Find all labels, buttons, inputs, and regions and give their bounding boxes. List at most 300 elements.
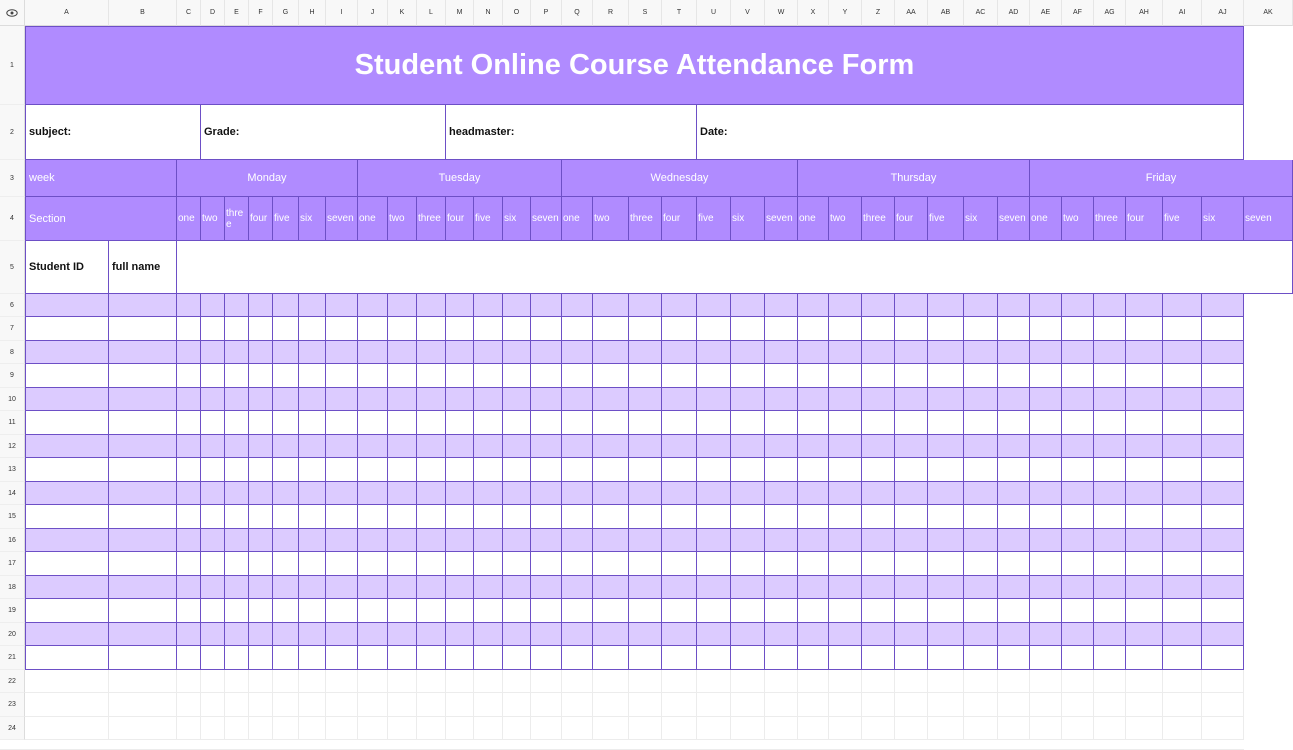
attendance-cell[interactable] [731,317,765,341]
attendance-cell[interactable] [895,341,928,364]
section-header[interactable]: six [964,197,998,241]
attendance-cell[interactable] [388,411,417,435]
attendance-cell[interactable] [1062,435,1094,458]
attendance-cell[interactable] [326,458,358,482]
attendance-cell[interactable] [895,388,928,411]
column-header[interactable]: L [417,0,446,26]
attendance-cell[interactable] [1163,458,1202,482]
attendance-cell[interactable] [731,435,765,458]
attendance-cell[interactable] [249,317,273,341]
empty-cell[interactable] [697,717,731,740]
attendance-cell[interactable] [1094,576,1126,599]
attendance-cell[interactable] [731,341,765,364]
section-header[interactable]: seven [326,197,358,241]
attendance-cell[interactable] [928,623,964,646]
student-id-cell[interactable] [25,341,109,364]
attendance-cell[interactable] [1062,294,1094,317]
column-header[interactable]: AG [1094,0,1126,26]
attendance-cell[interactable] [562,294,593,317]
attendance-cell[interactable] [299,552,326,576]
attendance-cell[interactable] [1163,388,1202,411]
attendance-cell[interactable] [697,599,731,623]
empty-cell[interactable] [299,717,326,740]
attendance-cell[interactable] [358,599,388,623]
attendance-cell[interactable] [629,599,662,623]
empty-cell[interactable] [109,717,177,740]
column-header[interactable]: AI [1163,0,1202,26]
attendance-cell[interactable] [273,646,299,670]
empty-cell[interactable] [225,717,249,740]
attendance-cell[interactable] [1163,529,1202,552]
attendance-cell[interactable] [798,341,829,364]
attendance-cell[interactable] [928,364,964,388]
attendance-cell[interactable] [201,364,225,388]
attendance-cell[interactable] [225,364,249,388]
attendance-cell[interactable] [225,576,249,599]
attendance-cell[interactable] [417,576,446,599]
attendance-cell[interactable] [662,411,697,435]
empty-cell[interactable] [862,717,895,740]
attendance-cell[interactable] [446,482,474,505]
empty-cell[interactable] [417,670,446,693]
section-header[interactable]: two [388,197,417,241]
attendance-cell[interactable] [1163,623,1202,646]
row-header[interactable]: 6 [0,294,25,317]
attendance-cell[interactable] [446,599,474,623]
attendance-cell[interactable] [177,623,201,646]
attendance-cell[interactable] [662,646,697,670]
attendance-cell[interactable] [503,623,531,646]
attendance-cell[interactable] [662,623,697,646]
empty-cell[interactable] [503,693,531,717]
empty-cell[interactable] [201,670,225,693]
attendance-cell[interactable] [474,317,503,341]
attendance-cell[interactable] [798,646,829,670]
attendance-cell[interactable] [862,599,895,623]
attendance-cell[interactable] [474,294,503,317]
attendance-cell[interactable] [829,505,862,529]
attendance-cell[interactable] [697,482,731,505]
attendance-cell[interactable] [662,341,697,364]
row-header[interactable]: 17 [0,552,25,576]
attendance-cell[interactable] [1202,341,1244,364]
attendance-cell[interactable] [629,623,662,646]
row-header[interactable]: 5 [0,241,25,294]
attendance-cell[interactable] [503,411,531,435]
attendance-cell[interactable] [964,552,998,576]
attendance-cell[interactable] [531,364,562,388]
attendance-cell[interactable] [1126,646,1163,670]
empty-cell[interactable] [446,693,474,717]
empty-cell[interactable] [326,717,358,740]
empty-cell[interactable] [273,717,299,740]
empty-cell[interactable] [249,693,273,717]
column-header[interactable]: X [798,0,829,26]
attendance-cell[interactable] [1094,388,1126,411]
attendance-cell[interactable] [964,646,998,670]
student-id-cell[interactable] [25,482,109,505]
section-header[interactable]: five [1163,197,1202,241]
attendance-cell[interactable] [273,388,299,411]
attendance-cell[interactable] [562,341,593,364]
attendance-cell[interactable] [1126,482,1163,505]
attendance-cell[interactable] [273,435,299,458]
empty-cell[interactable] [862,693,895,717]
attendance-cell[interactable] [326,529,358,552]
attendance-cell[interactable] [201,482,225,505]
row-header[interactable]: 15 [0,505,25,529]
attendance-cell[interactable] [798,505,829,529]
attendance-cell[interactable] [249,505,273,529]
attendance-cell[interactable] [662,599,697,623]
subject-field[interactable]: subject: [25,105,201,160]
attendance-cell[interactable] [1163,576,1202,599]
attendance-cell[interactable] [765,341,798,364]
attendance-cell[interactable] [273,599,299,623]
attendance-cell[interactable] [562,482,593,505]
column-header[interactable]: J [358,0,388,26]
attendance-cell[interactable] [1094,646,1126,670]
student-id-cell[interactable] [25,388,109,411]
empty-cell[interactable] [964,670,998,693]
attendance-cell[interactable] [731,505,765,529]
attendance-cell[interactable] [662,529,697,552]
section-header[interactable]: one [1030,197,1062,241]
attendance-cell[interactable] [531,623,562,646]
empty-cell[interactable] [25,693,109,717]
attendance-cell[interactable] [964,364,998,388]
empty-cell[interactable] [998,717,1030,740]
attendance-cell[interactable] [273,458,299,482]
column-header[interactable]: M [446,0,474,26]
attendance-cell[interactable] [177,294,201,317]
attendance-cell[interactable] [201,529,225,552]
empty-cell[interactable] [503,670,531,693]
attendance-cell[interactable] [326,341,358,364]
attendance-cell[interactable] [358,388,388,411]
attendance-cell[interactable] [1126,552,1163,576]
student-id-cell[interactable] [25,505,109,529]
attendance-cell[interactable] [474,529,503,552]
attendance-cell[interactable] [731,294,765,317]
empty-cell[interactable] [697,693,731,717]
empty-cell[interactable] [446,717,474,740]
empty-cell[interactable] [964,693,998,717]
attendance-cell[interactable] [358,576,388,599]
attendance-cell[interactable] [1126,364,1163,388]
attendance-cell[interactable] [798,435,829,458]
attendance-cell[interactable] [474,341,503,364]
attendance-cell[interactable] [531,576,562,599]
attendance-cell[interactable] [1030,388,1062,411]
attendance-cell[interactable] [1126,576,1163,599]
empty-cell[interactable] [388,693,417,717]
empty-cell[interactable] [928,670,964,693]
attendance-cell[interactable] [829,411,862,435]
row-header[interactable]: 2 [0,105,25,160]
full-name-label[interactable]: full name [109,241,177,294]
attendance-cell[interactable] [273,482,299,505]
attendance-cell[interactable] [225,294,249,317]
attendance-cell[interactable] [249,388,273,411]
row-header[interactable]: 12 [0,435,25,458]
column-header[interactable]: W [765,0,798,26]
column-header[interactable]: K [388,0,417,26]
empty-cell[interactable] [765,670,798,693]
attendance-cell[interactable] [299,576,326,599]
attendance-cell[interactable] [503,552,531,576]
attendance-cell[interactable] [1202,599,1244,623]
row-header[interactable]: 10 [0,388,25,411]
attendance-cell[interactable] [662,552,697,576]
column-header[interactable]: R [593,0,629,26]
attendance-cell[interactable] [964,599,998,623]
empty-cell[interactable] [662,670,697,693]
attendance-cell[interactable] [998,294,1030,317]
attendance-cell[interactable] [531,505,562,529]
attendance-cell[interactable] [446,294,474,317]
empty-cell[interactable] [629,717,662,740]
row-header[interactable]: 14 [0,482,25,505]
attendance-cell[interactable] [531,458,562,482]
attendance-cell[interactable] [225,482,249,505]
attendance-cell[interactable] [765,364,798,388]
section-header[interactable]: four [895,197,928,241]
attendance-cell[interactable] [998,411,1030,435]
attendance-cell[interactable] [326,411,358,435]
attendance-cell[interactable] [299,341,326,364]
attendance-cell[interactable] [388,458,417,482]
column-header[interactable]: AJ [1202,0,1244,26]
attendance-cell[interactable] [562,623,593,646]
section-header[interactable]: three [1094,197,1126,241]
attendance-cell[interactable] [1163,364,1202,388]
section-header[interactable]: two [593,197,629,241]
attendance-cell[interactable] [531,435,562,458]
attendance-cell[interactable] [201,599,225,623]
attendance-cell[interactable] [417,317,446,341]
attendance-cell[interactable] [593,646,629,670]
student-id-cell[interactable] [25,435,109,458]
day-header-friday[interactable]: Friday [1030,160,1293,197]
empty-cell[interactable] [562,717,593,740]
attendance-cell[interactable] [731,552,765,576]
attendance-cell[interactable] [862,435,895,458]
attendance-cell[interactable] [998,341,1030,364]
attendance-cell[interactable] [417,435,446,458]
grade-field[interactable]: Grade: [201,105,446,160]
attendance-cell[interactable] [417,458,446,482]
attendance-cell[interactable] [798,388,829,411]
attendance-cell[interactable] [503,599,531,623]
attendance-cell[interactable] [765,317,798,341]
column-header[interactable]: I [326,0,358,26]
attendance-cell[interactable] [388,646,417,670]
attendance-cell[interactable] [829,435,862,458]
attendance-cell[interactable] [1094,505,1126,529]
attendance-cell[interactable] [593,294,629,317]
attendance-cell[interactable] [697,435,731,458]
attendance-cell[interactable] [765,294,798,317]
attendance-cell[interactable] [562,364,593,388]
full-name-cell[interactable] [109,646,177,670]
column-header[interactable]: Q [562,0,593,26]
attendance-cell[interactable] [629,552,662,576]
empty-cell[interactable] [928,717,964,740]
attendance-cell[interactable] [503,364,531,388]
attendance-cell[interactable] [629,482,662,505]
empty-cell[interactable] [326,693,358,717]
attendance-cell[interactable] [798,529,829,552]
section-header[interactable]: four [1126,197,1163,241]
attendance-cell[interactable] [503,482,531,505]
attendance-cell[interactable] [928,317,964,341]
attendance-cell[interactable] [1202,482,1244,505]
empty-cell[interactable] [25,670,109,693]
attendance-cell[interactable] [697,317,731,341]
attendance-cell[interactable] [474,364,503,388]
attendance-cell[interactable] [201,411,225,435]
attendance-cell[interactable] [593,388,629,411]
attendance-cell[interactable] [593,458,629,482]
full-name-cell[interactable] [109,576,177,599]
attendance-cell[interactable] [446,646,474,670]
column-header[interactable]: T [662,0,697,26]
attendance-cell[interactable] [928,341,964,364]
attendance-cell[interactable] [928,599,964,623]
attendance-cell[interactable] [829,623,862,646]
attendance-cell[interactable] [1094,458,1126,482]
empty-cell[interactable] [697,670,731,693]
full-name-cell[interactable] [109,294,177,317]
attendance-cell[interactable] [1030,623,1062,646]
attendance-cell[interactable] [1202,505,1244,529]
attendance-cell[interactable] [895,482,928,505]
empty-cell[interactable] [358,693,388,717]
attendance-cell[interactable] [928,552,964,576]
section-header[interactable]: one [798,197,829,241]
attendance-cell[interactable] [765,388,798,411]
attendance-cell[interactable] [503,458,531,482]
empty-cell[interactable] [731,717,765,740]
attendance-cell[interactable] [998,482,1030,505]
attendance-cell[interactable] [829,576,862,599]
attendance-cell[interactable] [798,317,829,341]
full-name-cell[interactable] [109,482,177,505]
attendance-cell[interactable] [862,529,895,552]
column-header[interactable]: H [299,0,326,26]
attendance-cell[interactable] [503,529,531,552]
attendance-cell[interactable] [358,529,388,552]
empty-cell[interactable] [593,717,629,740]
attendance-cell[interactable] [273,317,299,341]
empty-cell[interactable] [109,693,177,717]
row-header[interactable]: 4 [0,197,25,241]
attendance-cell[interactable] [358,482,388,505]
attendance-cell[interactable] [1030,529,1062,552]
attendance-cell[interactable] [895,294,928,317]
attendance-cell[interactable] [474,599,503,623]
attendance-cell[interactable] [798,294,829,317]
section-header[interactable]: six [503,197,531,241]
attendance-cell[interactable] [998,317,1030,341]
attendance-cell[interactable] [1062,458,1094,482]
attendance-cell[interactable] [249,599,273,623]
attendance-cell[interactable] [862,458,895,482]
attendance-cell[interactable] [1030,317,1062,341]
section-header[interactable]: seven [531,197,562,241]
attendance-cell[interactable] [662,388,697,411]
attendance-cell[interactable] [201,317,225,341]
attendance-cell[interactable] [895,552,928,576]
attendance-cell[interactable] [249,576,273,599]
attendance-cell[interactable] [1030,599,1062,623]
attendance-cell[interactable] [629,576,662,599]
attendance-cell[interactable] [1202,388,1244,411]
attendance-cell[interactable] [417,552,446,576]
attendance-cell[interactable] [1202,317,1244,341]
empty-cell[interactable] [249,670,273,693]
attendance-cell[interactable] [562,576,593,599]
empty-cell[interactable] [998,670,1030,693]
attendance-cell[interactable] [177,317,201,341]
attendance-cell[interactable] [1202,364,1244,388]
attendance-cell[interactable] [895,411,928,435]
attendance-cell[interactable] [1030,482,1062,505]
empty-cell[interactable] [862,670,895,693]
attendance-cell[interactable] [593,576,629,599]
headmaster-field[interactable]: headmaster: [446,105,697,160]
attendance-cell[interactable] [1163,505,1202,529]
empty-cell[interactable] [1163,717,1202,740]
attendance-cell[interactable] [225,411,249,435]
attendance-cell[interactable] [1062,364,1094,388]
attendance-cell[interactable] [862,317,895,341]
attendance-cell[interactable] [629,341,662,364]
student-id-cell[interactable] [25,599,109,623]
attendance-cell[interactable] [446,317,474,341]
student-id-cell[interactable] [25,317,109,341]
attendance-cell[interactable] [388,341,417,364]
attendance-cell[interactable] [1062,529,1094,552]
attendance-cell[interactable] [765,552,798,576]
attendance-cell[interactable] [765,435,798,458]
student-id-cell[interactable] [25,411,109,435]
attendance-cell[interactable] [177,364,201,388]
column-header[interactable]: Y [829,0,862,26]
attendance-cell[interactable] [531,317,562,341]
attendance-cell[interactable] [388,482,417,505]
empty-cell[interactable] [1126,693,1163,717]
attendance-cell[interactable] [225,435,249,458]
empty-cell[interactable] [593,693,629,717]
empty-cell[interactable] [765,717,798,740]
attendance-cell[interactable] [1202,435,1244,458]
attendance-cell[interactable] [358,341,388,364]
attendance-cell[interactable] [862,341,895,364]
attendance-cell[interactable] [593,599,629,623]
row-header[interactable]: 13 [0,458,25,482]
attendance-cell[interactable] [326,482,358,505]
attendance-cell[interactable] [225,623,249,646]
attendance-cell[interactable] [249,364,273,388]
attendance-cell[interactable] [998,388,1030,411]
column-header[interactable]: P [531,0,562,26]
attendance-cell[interactable] [629,317,662,341]
attendance-cell[interactable] [474,411,503,435]
attendance-cell[interactable] [629,294,662,317]
section-label[interactable]: Section [25,197,177,241]
